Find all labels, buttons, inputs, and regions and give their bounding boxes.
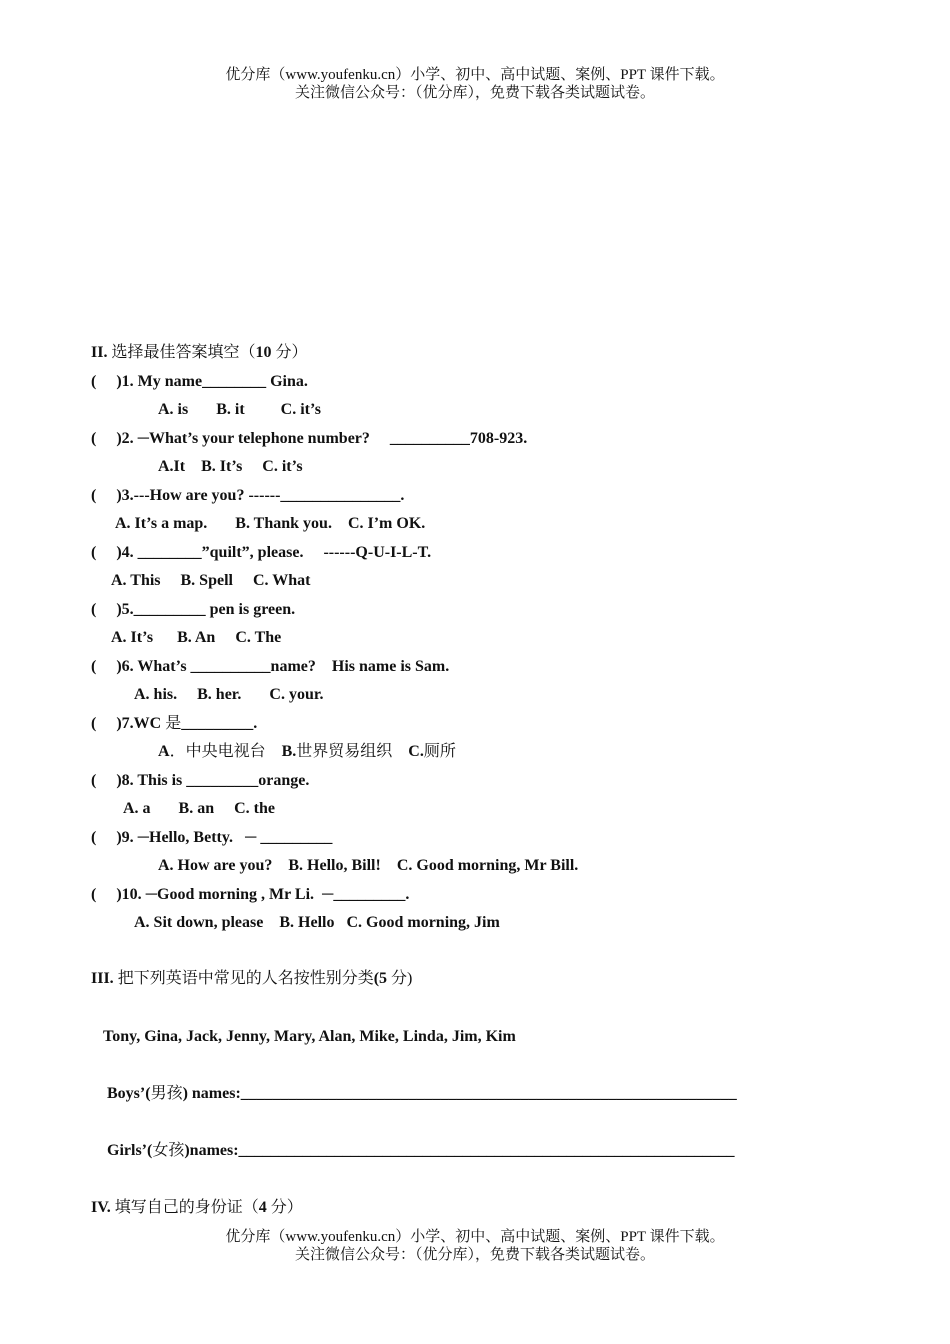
question-9: ( )9. ─Hello, Betty. ─ _________ bbox=[91, 829, 333, 846]
question-10: ( )10. ─Good morning , Mr Li. ─_________. bbox=[91, 886, 410, 903]
question-5-options: A. It’s B. An C. The bbox=[111, 629, 282, 646]
question-6: ( )6. What’s __________name? His name is Sam. bbox=[91, 658, 450, 675]
question-5: ( )5._________ pen is green. bbox=[91, 601, 296, 618]
question-7: ( )7.WC 是_________. bbox=[91, 715, 258, 732]
section-4-title: IV. 填写自己的身份证（4 分） bbox=[91, 1199, 303, 1216]
question-2: ( )2. ─What’s your telephone number? __________708-923. bbox=[91, 430, 528, 447]
girls-names-blank[interactable]: Girls’(女孩)names:______________________________________________________________ bbox=[107, 1142, 735, 1159]
header-line-1: 优分库（www.youfenku.cn）小学、初中、高中试题、案例、PPT 课件下载。 bbox=[225, 67, 725, 83]
question-7-options: A．中央电视台 B.世界贸易组织 C.厕所 bbox=[158, 743, 456, 760]
question-3: ( )3.---How are you? ------_______________. bbox=[91, 487, 405, 504]
question-2-options: A.It B. It’s C. it’s bbox=[158, 458, 303, 475]
footer-line-2: 关注微信公众号：（优分库），免费下载各类试题试卷。 bbox=[294, 1247, 655, 1263]
footer-line-1: 优分库（www.youfenku.cn）小学、初中、高中试题、案例、PPT 课件下载。 bbox=[225, 1229, 725, 1245]
section-2-title: II. 选择最佳答案填空（10 分） bbox=[91, 344, 308, 361]
question-10-options: A. Sit down, please B. Hello C. Good morning, Jim bbox=[134, 914, 500, 931]
question-8: ( )8. This is _________orange. bbox=[91, 772, 310, 789]
boys-names-blank[interactable]: Boys’(男孩) names:______________________________________________________________ bbox=[107, 1085, 737, 1102]
page-header bbox=[0, 66, 950, 102]
question-1: ( )1. My name________ Gina. bbox=[91, 373, 308, 390]
question-6-options: A. his. B. her. C. your. bbox=[134, 686, 324, 703]
header-line-2: 关注微信公众号：（优分库），免费下载各类试题试卷。 bbox=[294, 85, 655, 101]
question-8-options: A. a B. an C. the bbox=[123, 800, 276, 817]
question-4: ( )4. ________”quilt”, please. ------Q-U-I-L-T. bbox=[91, 544, 432, 561]
question-1-options: A. is B. it C. it’s bbox=[158, 401, 321, 418]
page-footer bbox=[0, 1228, 950, 1264]
question-3-options: A. It’s a map. B. Thank you. C. I’m OK. bbox=[115, 515, 426, 532]
question-4-options: A. This B. Spell C. What bbox=[111, 572, 311, 589]
names-list: Tony, Gina, Jack, Jenny, Mary, Alan, Mike, Linda, Jim, Kim bbox=[103, 1028, 516, 1045]
section-3-title: III. 把下列英语中常见的人名按性别分类(5 分) bbox=[91, 970, 413, 987]
question-9-options: A. How are you? B. Hello, Bill! C. Good morning, Mr Bill. bbox=[158, 857, 579, 874]
